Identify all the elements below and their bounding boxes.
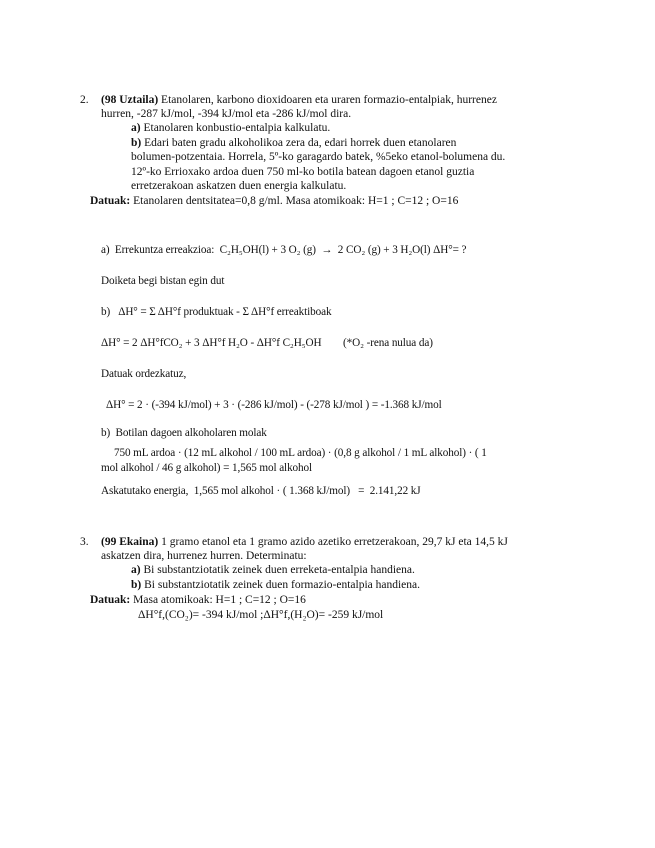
problem-3-item-b <box>131 578 420 592</box>
problem-2-data-label: Datuak: <box>90 195 131 207</box>
problem-3-number: 3. <box>80 536 89 548</box>
problem-3-data-text: Masa atomikoak: H=1 ; C=12 ; O=16 <box>133 594 306 606</box>
solution-b-label: b) <box>101 306 111 318</box>
problem-3-line-1 <box>101 535 508 549</box>
problem-2-b-text-3: 12º-ko Errioxako ardoa duen 750 ml-ko botila batean dagoen etanol guztia <box>131 166 475 178</box>
problem-2-data <box>90 194 458 208</box>
problem-2-item-b <box>131 136 456 150</box>
problem-2-intro-2: hurren, -287 kJ/mol, -394 kJ/mol eta -286 kJ/mol dira. <box>101 108 352 120</box>
problem-2-b-label: b) <box>131 137 142 149</box>
solution-formula-specific: ΔH° = 2 ΔH°fCO₂ + 3 ΔH°f H₂O - ΔH°f C₂H₅OH <box>101 337 322 349</box>
solution-a-label: a) <box>101 244 110 256</box>
solution-product-1: 2 CO₂ (g) <box>337 244 381 256</box>
solution-delta-h: ΔH°= ? <box>433 244 467 256</box>
solution-formula-general: ΔH° = Σ ΔH°f produktuak - Σ ΔH°f erreaktiboak <box>118 306 332 318</box>
problem-2-tag: (98 Uztaila) <box>101 94 159 106</box>
problem-3-b-label: b) <box>131 579 142 591</box>
solution-b2-text: Botilan dagoen alkoholaren molak <box>115 427 267 439</box>
problem-3-item-a <box>131 563 415 577</box>
solution-plus-1: + <box>271 244 278 256</box>
problem-3-a-label: a) <box>131 564 141 576</box>
solution-moles-line-1: 750 mL ardoa · (12 mL alkohol / 100 mL ardoa) · (0,8 g alkohol / 1 mL alkohol) · ( 1 <box>114 447 487 459</box>
problem-3-intro-1: 1 gramo etanol eta 1 gramo azido azetiko erretzerakoan, 29,7 kJ eta 14,5 kJ <box>161 536 508 548</box>
solution-datuak-ordezkatuz: Datuak ordezkatuz, <box>101 368 187 380</box>
problem-2-b-text-2: bolumen-potzentaia. Horrela, 5º-ko garagardo batek, %5eko etanol-bolumena du. <box>131 151 506 163</box>
solution-moles-line-2: mol alkohol / 46 g alkohol) = 1,565 mol alkohol <box>101 462 313 474</box>
problem-2-number: 2. <box>80 94 89 106</box>
solution-energy-calc: 1,565 mol alkohol · ( 1.368 kJ/mol) <box>193 485 351 497</box>
problem-2-intro-1: Etanolaren, karbono dioxidoaren eta uraren formazio-entalpiak, hurrenez <box>161 94 497 106</box>
problem-2-item-a <box>131 121 330 135</box>
problem-3-tag: (99 Ekaina) <box>101 536 159 548</box>
solution-energy-label: Askatutako energia, <box>101 485 189 497</box>
solution-reactant-1: C₂H₅OH(l) <box>219 244 269 256</box>
problem-3-intro-2: askatzen dira, hurrenez hurren. Determinatu: <box>101 550 307 562</box>
problem-2-data-text: Etanolaren dentsitatea=0,8 g/ml. Masa atomikoak: H=1 ; C=12 ; O=16 <box>133 195 459 207</box>
solution-a-reaction <box>101 243 466 257</box>
problem-3-b-text: Bi substantziotatik zeinek duen formazio-entalpia handiena. <box>144 579 421 591</box>
problem-3-data-line-2: ΔH°f,(CO₂)= -394 kJ/mol ;ΔH°f,(H₂O)= -259 kJ/mol <box>138 609 384 621</box>
problem-2-a-text: Etanolaren konbustio-entalpia kalkulatu. <box>143 122 331 134</box>
problem-2-b-text-1: Edari baten gradu alkoholikoa zera da, edari horrek duen etanolaren <box>144 137 457 149</box>
solution-reaction-label: Errekuntza erreakzioa: <box>114 244 215 256</box>
problem-2-a-label: a) <box>131 122 141 134</box>
solution-energy-equals: = <box>358 485 365 497</box>
solution-product-2: 3 H₂O(l) <box>392 244 431 256</box>
problem-3-data <box>90 593 306 607</box>
solution-formula-row <box>101 336 433 350</box>
solution-arrow: → <box>321 244 333 256</box>
solution-doiketa: Doiketa begi bistan egin dut <box>101 275 225 287</box>
solution-formula-note: (*O₂ -rena nulua da) <box>343 337 433 349</box>
problem-2-line-1 <box>101 93 497 107</box>
solution-calc: ΔH° = 2 · (-394 kJ/mol) + 3 · (-286 kJ/mol) - (-278 kJ/mol ) = -1.368 kJ/mol <box>106 399 442 411</box>
solution-energy-result: 2.141,22 kJ <box>369 485 421 497</box>
problem-3-data-label: Datuak: <box>90 594 131 606</box>
solution-b2 <box>101 426 267 440</box>
solution-plus-2: + <box>383 244 390 256</box>
solution-b-formula <box>101 305 331 319</box>
problem-2-b-text-4: erretzerakoan askatzen duen energia kalkulatu. <box>131 180 347 192</box>
solution-b2-label: b) <box>101 427 111 439</box>
solution-reactant-2: 3 O₂ (g) <box>280 244 316 256</box>
problem-3-a-text: Bi substantziotatik zeinek duen erreketa-entalpia handiena. <box>143 564 415 576</box>
solution-energy <box>101 484 421 498</box>
